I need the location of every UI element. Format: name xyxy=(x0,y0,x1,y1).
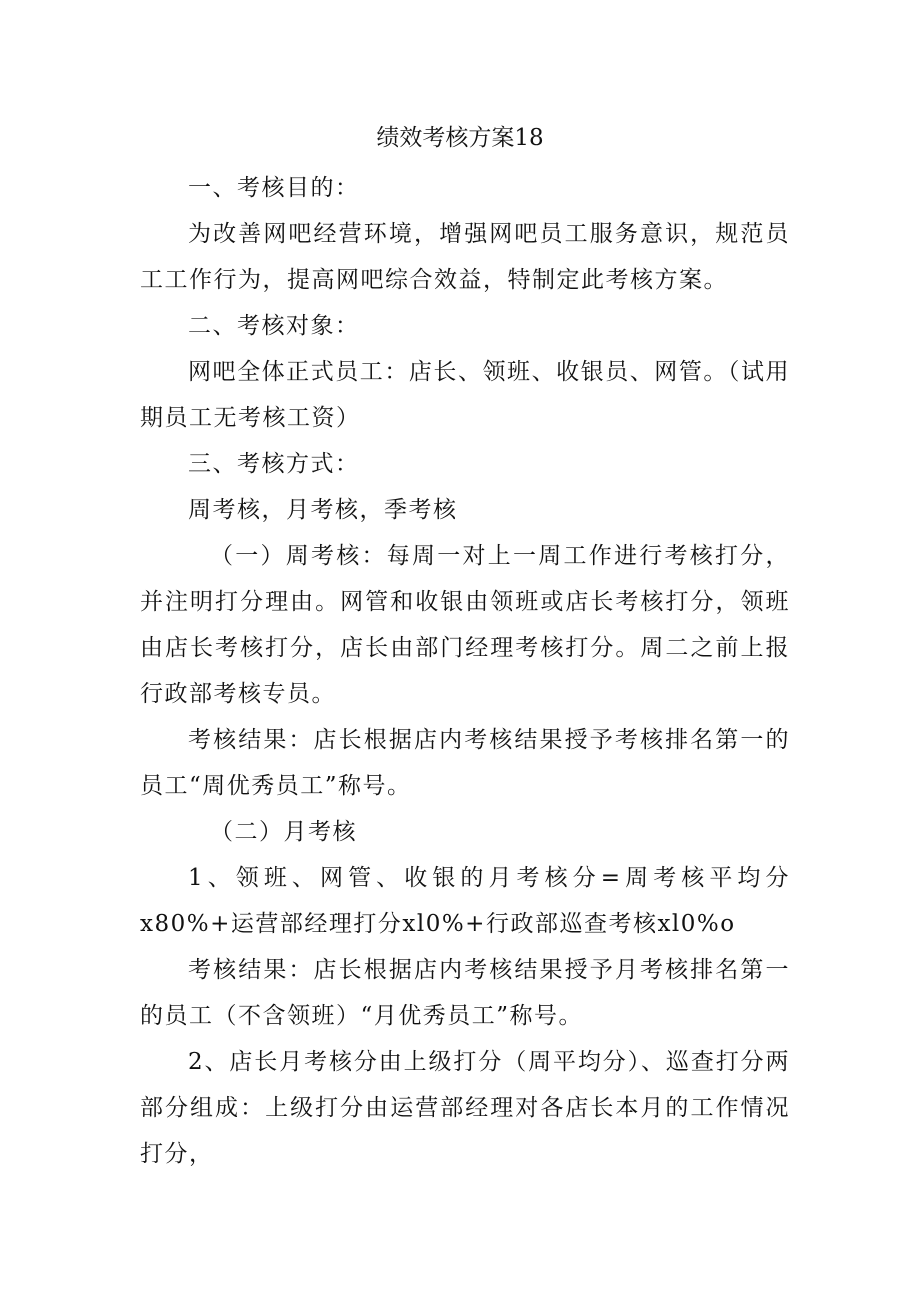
document-title: 绩效考核方案18 xyxy=(376,125,544,151)
subheading-monthly-review: （二）月考核 xyxy=(210,819,357,845)
paragraph-purpose: 为改善网吧经营环境，增强网吧员工服务意识，规范员工工作行为，提高网吧综合效益，特制定此考核方案。 xyxy=(140,221,790,293)
section-heading-targets: 二、考核对象： xyxy=(188,313,360,339)
paragraph-weekly-result: 考核结果：店长根据店内考核结果授予考核排名第一的员工“周优秀员工”称号。 xyxy=(140,727,790,799)
paragraph-manager-review: 2、店长月考核分由上级打分（周平均分）、巡查打分两部分组成：上级打分由运营部经理对各店长本月的工作情况打分， xyxy=(140,1049,790,1167)
paragraph-monthly-result: 考核结果：店长根据店内考核结果授予月考核排名第一的员工（不含领班）“月优秀员工”称号。 xyxy=(140,957,790,1029)
section-heading-methods: 三、考核方式： xyxy=(188,451,360,477)
paragraph-weekly-review: （一）周考核：每周一对上一周工作进行考核打分，并注明打分理由。网管和收银由领班或店长考核打分，领班由店长考核打分，店长由部门经理考核打分。周二之前上报行政部考核专员。 xyxy=(140,543,790,707)
paragraph-targets: 网吧全体正式员工：店长、领班、收银员、网管。（试用期员工无考核工资） xyxy=(140,359,790,431)
section-heading-purpose: 一、考核目的： xyxy=(188,175,360,201)
paragraph-monthly-formula: 1、领班、网管、收银的月考核分=周考核平均分x80%+运营部经理打分xl0%+行政部巡查考核xl0%o xyxy=(140,865,790,937)
paragraph-methods: 周考核，月考核，季考核 xyxy=(188,497,458,523)
